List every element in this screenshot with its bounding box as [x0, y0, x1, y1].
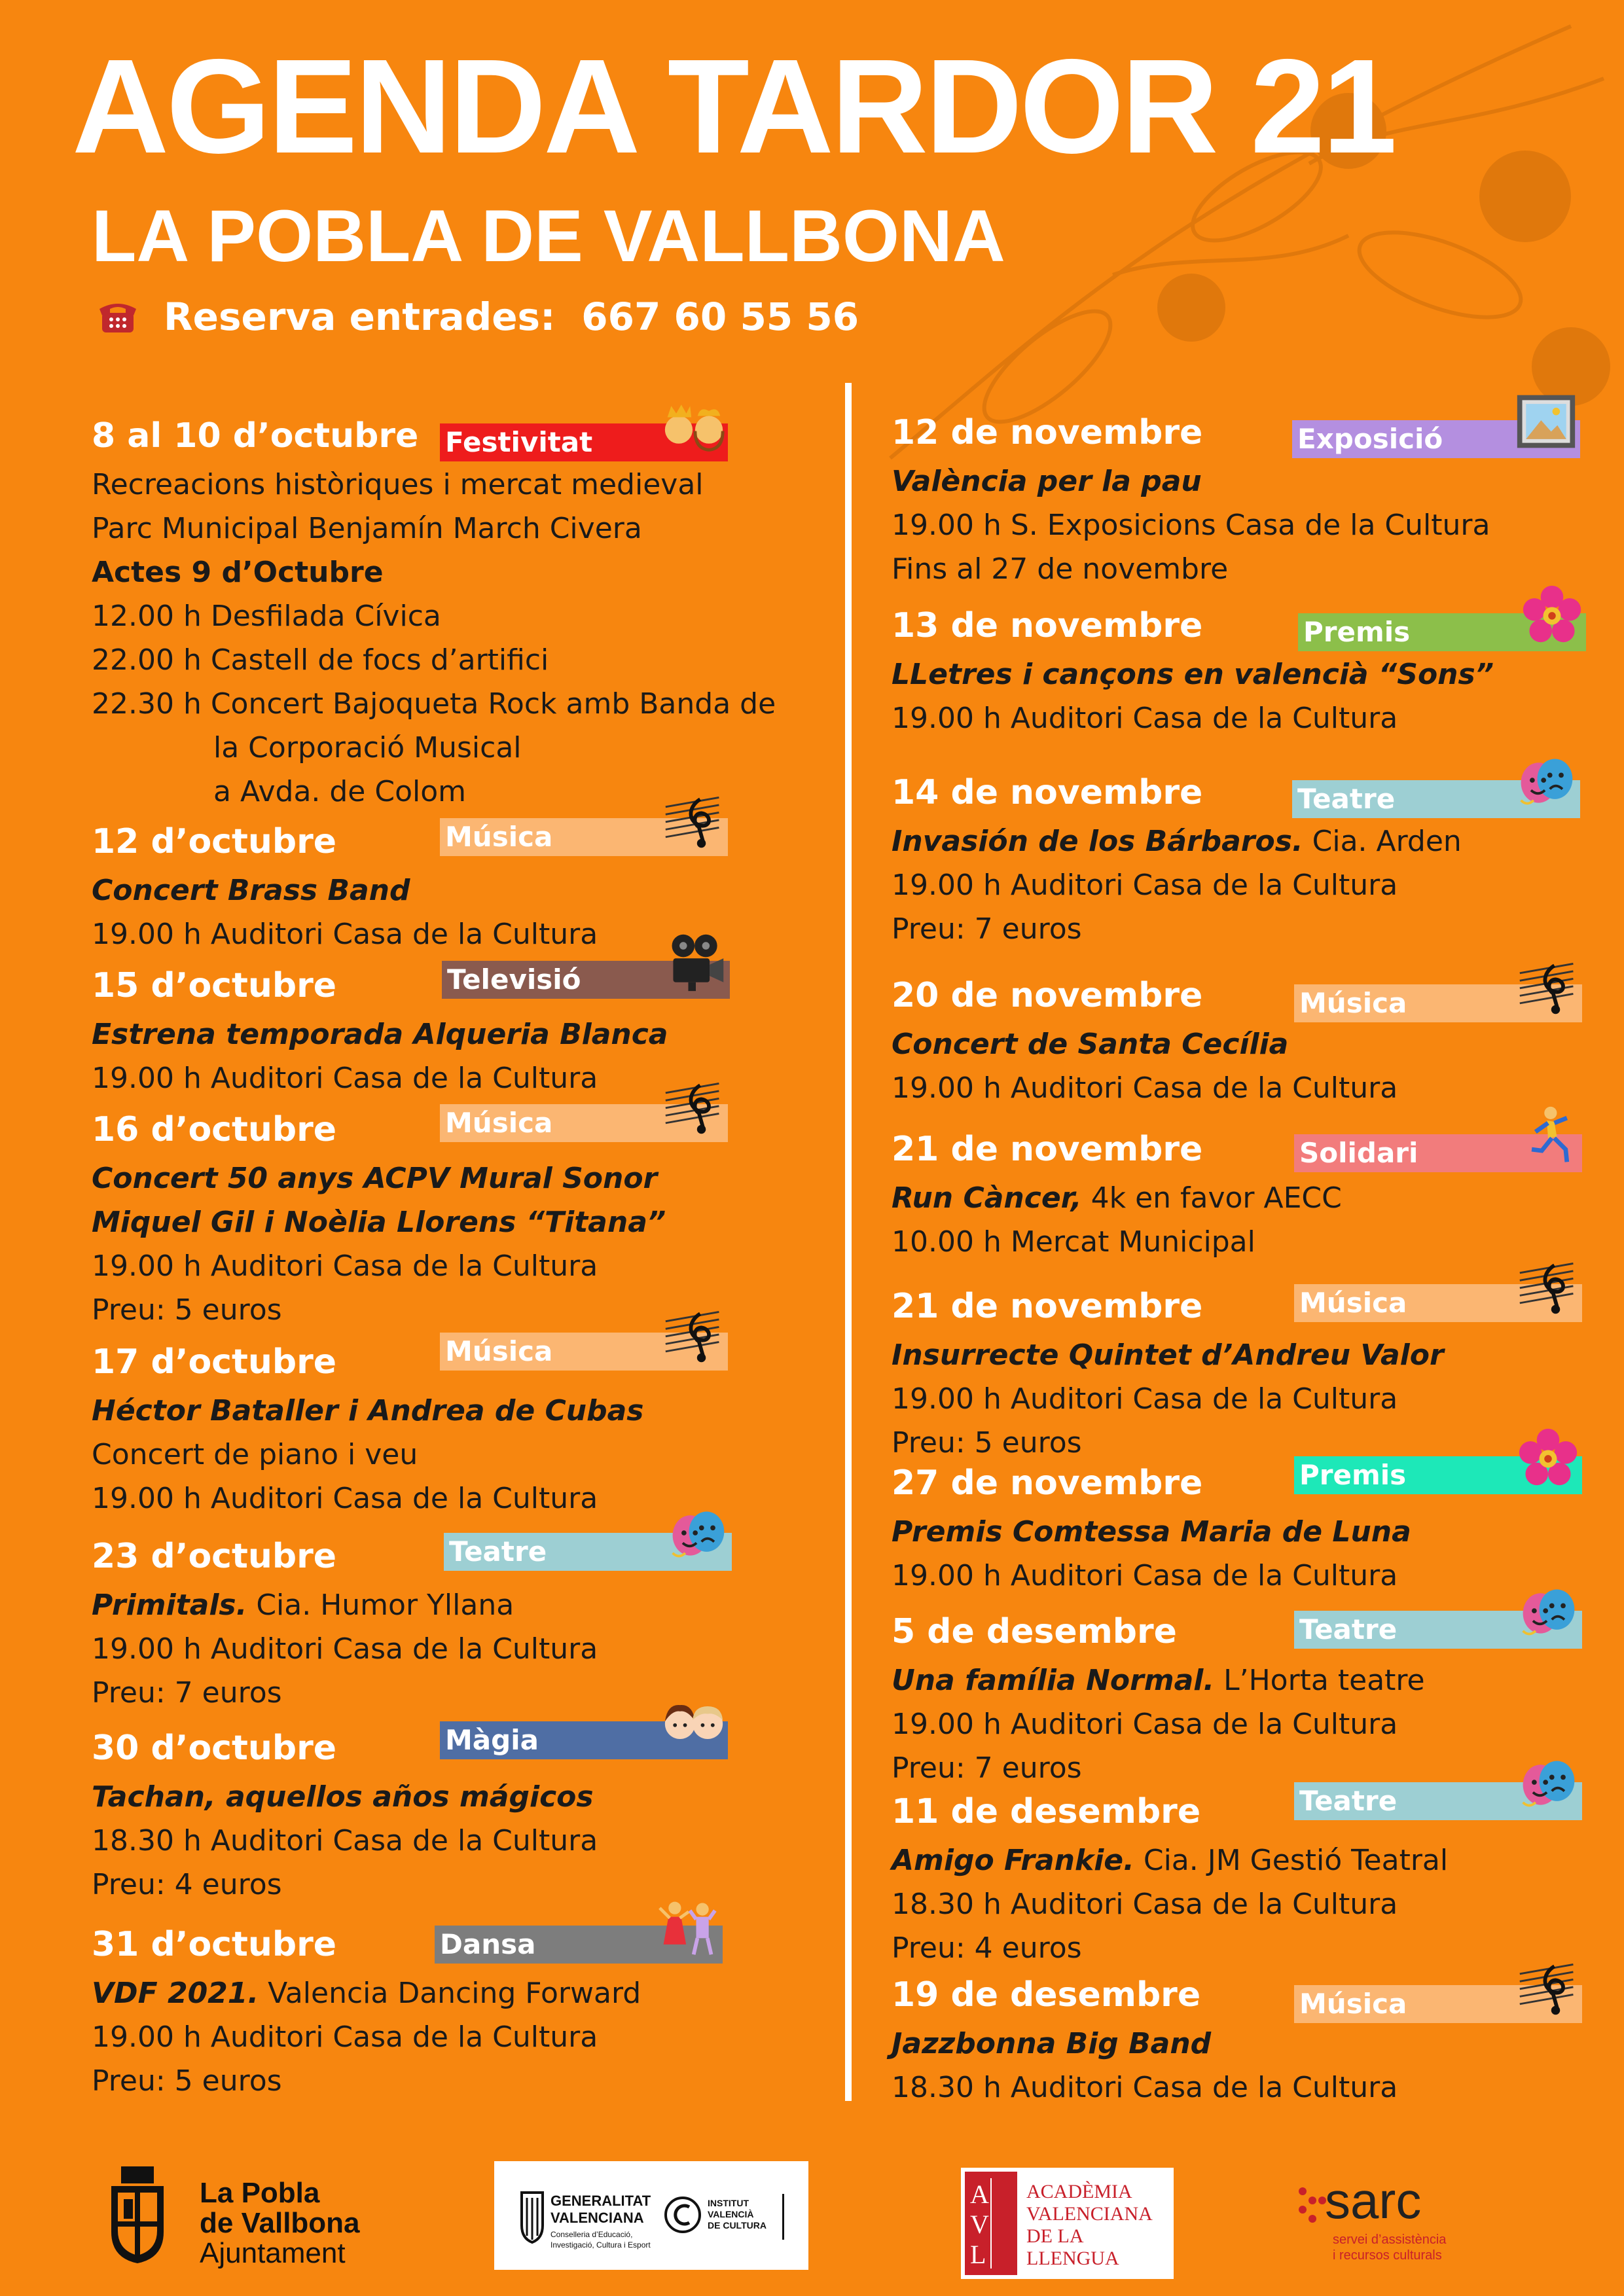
- event-line: 19.00 h Auditori Casa de la Cultura: [892, 1559, 1398, 1592]
- ajuntament-logo: [108, 2166, 383, 2278]
- framed-picture-icon: [1515, 390, 1578, 456]
- event-company: 4k en favor AECC: [1081, 1181, 1342, 1215]
- event-category-badge: Premis: [1294, 1456, 1582, 1494]
- ivc-line-2: VALENCIÀ: [708, 2209, 754, 2219]
- event-line: 22.00 h Castell de focs d’artifici: [92, 643, 549, 677]
- event-company: Cia. JM Gestió Teatral: [1134, 1844, 1449, 1877]
- telephone-icon: [98, 298, 137, 335]
- event-date: 15 d’octubre: [92, 966, 337, 1005]
- event-line: [892, 1839, 1448, 1882]
- ajuntament-name-3: Ajuntament: [200, 2237, 346, 2269]
- event-details: [92, 1389, 643, 1520]
- event-title: Invasión de los Bárbaros.: [892, 825, 1303, 858]
- sarc-logo: [1296, 2173, 1466, 2271]
- event-details: [92, 1583, 598, 1715]
- event-details: [892, 1176, 1342, 1264]
- event-date: 14 de novembre: [892, 773, 1203, 812]
- ivc-emblem-icon: [663, 2195, 702, 2234]
- event-category-badge: Teatre: [1292, 780, 1580, 818]
- event-item: [92, 1109, 831, 1332]
- dancers-icon: [657, 1895, 720, 1961]
- theater-masks-icon: [1515, 750, 1578, 816]
- event-line: 19.00 h Auditori Casa de la Cultura: [892, 869, 1398, 902]
- sarc-line-2: i recursos culturals: [1333, 2248, 1442, 2263]
- reserve-label: Reserva entrades:: [164, 295, 556, 339]
- event-category-badge: Música: [1294, 984, 1582, 1022]
- event-category-badge: Música: [440, 1333, 728, 1371]
- avl-line-3: DE LA: [1026, 2225, 1084, 2247]
- event-title: Una família Normal.: [892, 1664, 1215, 1697]
- event-category-badge: Teatre: [444, 1533, 732, 1571]
- event-category-badge: Solidari: [1294, 1134, 1582, 1172]
- event-line: [92, 1583, 598, 1627]
- footer-logos: [0, 2153, 1624, 2296]
- event-details: [92, 1971, 641, 2103]
- event-line: Preu: 7 euros: [92, 1676, 282, 1710]
- event-date: 19 de desembre: [892, 1975, 1201, 2015]
- event-item: [892, 772, 1624, 951]
- event-item: [892, 975, 1624, 1110]
- event-line: Concert de Santa Cecília: [892, 1028, 1289, 1061]
- event-line: Preu: 7 euros: [892, 912, 1082, 946]
- flower-icon: [1517, 1426, 1579, 1492]
- event-details: [92, 869, 598, 956]
- event-details: [892, 1659, 1425, 1790]
- event-line: 18.30 h Auditori Casa de la Cultura: [892, 1888, 1398, 1921]
- event-line: 19.00 h Auditori Casa de la Cultura: [892, 1708, 1398, 1741]
- ivc-line-3: DE CULTURA: [708, 2220, 767, 2231]
- event-line: 19.00 h S. Exposicions Casa de la Cultura: [892, 509, 1490, 542]
- event-category-badge: Teatre: [1294, 1611, 1582, 1649]
- gva-dept-1: Conselleria d’Educació,: [550, 2230, 633, 2239]
- event-line: 18.30 h Auditori Casa de la Cultura: [92, 1824, 598, 1857]
- event-date: 31 d’octubre: [92, 1925, 337, 1964]
- event-details: [892, 1333, 1444, 1465]
- event-category-badge: Música: [440, 818, 728, 856]
- event-line: Concert 50 anys ACPV Mural Sonor: [92, 1162, 658, 1195]
- event-details: [892, 1839, 1448, 1970]
- event-title: VDF 2021.: [92, 1977, 259, 2010]
- event-date: 5 de desembre: [892, 1612, 1177, 1651]
- event-company: Cia. Humor Yllana: [247, 1588, 514, 1622]
- event-date: 8 al 10 d’octubre: [92, 416, 419, 456]
- event-details: [92, 1013, 668, 1100]
- event-item: [892, 1286, 1624, 1465]
- event-date: 16 d’octubre: [92, 1110, 337, 1149]
- event-line: 10.00 h Mercat Municipal: [892, 1225, 1255, 1259]
- event-date: 12 d’octubre: [92, 822, 337, 861]
- gva-emblem-icon: [519, 2186, 545, 2245]
- flower-icon: [1521, 583, 1583, 649]
- event-line: [92, 1971, 641, 2015]
- event-line: la Corporació Musical: [213, 731, 522, 764]
- theater-masks-icon: [666, 1503, 729, 1568]
- event-date: 23 d’octubre: [92, 1537, 337, 1576]
- event-item: [892, 1611, 1624, 1790]
- event-category-badge: Teatre: [1294, 1782, 1582, 1820]
- gva-title: GENERALITAT: [550, 2193, 651, 2209]
- event-line: Preu: 7 euros: [892, 1751, 1082, 1785]
- event-company: L’Horta teatre: [1214, 1664, 1425, 1697]
- gva-subtitle: VALENCIANA: [550, 2210, 644, 2226]
- theater-masks-icon: [1517, 1752, 1579, 1818]
- event-details: [892, 653, 1494, 740]
- event-item: [92, 1536, 831, 1715]
- event-line: 19.00 h Auditori Casa de la Cultura: [92, 1632, 598, 1666]
- event-line: Recreacions històriques i mercat medieval: [92, 468, 704, 501]
- event-line: Preu: 5 euros: [92, 1293, 282, 1327]
- event-line: Premis Comtessa Maria de Luna: [892, 1515, 1411, 1549]
- event-details: [92, 1775, 598, 1907]
- gva-dept-2: Investigació, Cultura i Esport: [550, 2240, 651, 2250]
- event-date: 20 de novembre: [892, 976, 1203, 1015]
- event-details: [92, 463, 776, 814]
- event-company: Cia. Arden: [1303, 825, 1462, 858]
- event-date: 21 de novembre: [892, 1130, 1203, 1169]
- music-staff-icon: [1517, 1254, 1579, 1319]
- column-divider: [845, 383, 852, 2101]
- event-title: Primitals.: [92, 1588, 247, 1622]
- event-line: [892, 1176, 1342, 1220]
- event-item: [92, 1924, 831, 2103]
- event-line: [892, 819, 1462, 863]
- sarc-name: sarc: [1325, 2172, 1422, 2229]
- avl-line-2: VALENCIANA: [1026, 2203, 1153, 2225]
- event-line: LLetres i cançons en valencià “Sons”: [892, 658, 1494, 691]
- event-company: Valencia Dancing Forward: [259, 1977, 641, 2010]
- event-line: Héctor Bataller i Andrea de Cubas: [92, 1394, 644, 1427]
- event-line: Estrena temporada Alqueria Blanca: [92, 1018, 668, 1051]
- event-line: 19.00 h Auditori Casa de la Cultura: [92, 1249, 598, 1283]
- event-details: [892, 2022, 1398, 2109]
- music-staff-icon: [1517, 1955, 1579, 2020]
- event-line: 19.00 h Auditori Casa de la Cultura: [92, 1062, 598, 1095]
- event-line: 19.00 h Auditori Casa de la Cultura: [92, 2020, 598, 2054]
- event-date: 30 d’octubre: [92, 1729, 337, 1768]
- event-details: [892, 1510, 1411, 1598]
- event-line: Preu: 4 euros: [92, 1868, 282, 1901]
- event-line: Concert Brass Band: [92, 874, 410, 907]
- event-line: 19.00 h Auditori Casa de la Cultura: [892, 1071, 1398, 1105]
- avl-red-block: [965, 2172, 1017, 2275]
- event-line: Fins al 27 de novembre: [892, 552, 1229, 586]
- event-category-badge: Música: [440, 1104, 728, 1142]
- event-details: [92, 1157, 666, 1332]
- theater-masks-icon: [1517, 1581, 1579, 1646]
- event-line: 19.00 h Auditori Casa de la Cultura: [892, 1382, 1398, 1416]
- avl-line-1: ACADÈMIA: [1026, 2181, 1132, 2202]
- event-line: Concert de piano i veu: [92, 1438, 418, 1471]
- event-item: [892, 1129, 1624, 1264]
- event-item: [892, 605, 1624, 740]
- event-line: Parc Municipal Benjamín March Civera: [92, 512, 642, 545]
- ajuntament-name-2: de Vallbona: [200, 2207, 360, 2239]
- event-line: 22.30 h Concert Bajoqueta Rock amb Banda de: [92, 687, 776, 721]
- event-line: Preu: 5 euros: [892, 1426, 1082, 1460]
- generalitat-logo: [494, 2161, 808, 2270]
- event-line: Actes 9 d’Octubre: [92, 556, 384, 589]
- event-category-badge: Màgia: [440, 1721, 728, 1759]
- page-title: AGENDA TARDOR 21: [72, 31, 1395, 181]
- event-details: [892, 459, 1490, 591]
- avl-line-4: LLENGUA: [1026, 2248, 1119, 2269]
- event-item: [92, 416, 831, 814]
- coat-of-arms-icon: [108, 2166, 167, 2265]
- runner-icon: [1517, 1104, 1579, 1170]
- event-category-badge: Premis: [1298, 613, 1586, 651]
- kids-faces-icon: [662, 1691, 725, 1757]
- event-category-badge: Festivitat: [440, 423, 728, 461]
- reservation-row: [98, 295, 859, 339]
- page-subtitle: LA POBLA DE VALLBONA: [92, 195, 1005, 277]
- event-line: Insurrecte Quintet d’Andreu Valor: [892, 1338, 1444, 1372]
- event-title: Run Càncer,: [892, 1181, 1082, 1215]
- sarc-plus-icon: [1296, 2185, 1329, 2224]
- event-date: 17 d’octubre: [92, 1342, 337, 1382]
- event-line: 12.00 h Desfilada Cívica: [92, 600, 441, 633]
- event-details: [892, 819, 1462, 951]
- event-category-badge: Dansa: [435, 1926, 723, 1964]
- event-item: [892, 1975, 1624, 2109]
- gva-separator: [782, 2194, 784, 2240]
- event-line: Preu: 5 euros: [92, 2064, 282, 2098]
- phone-number[interactable]: 667 60 55 56: [581, 295, 859, 339]
- king-queen-icon: [662, 393, 725, 459]
- event-line: 18.30 h Auditori Casa de la Cultura: [892, 2071, 1398, 2104]
- event-line: Jazzbonna Big Band: [892, 2027, 1212, 2060]
- event-item: [892, 412, 1624, 591]
- event-line: [892, 1659, 1425, 1702]
- avl-letters: AVL: [970, 2179, 1005, 2269]
- event-line: Preu: 4 euros: [892, 1931, 1082, 1965]
- event-line: València per la pau: [892, 465, 1202, 498]
- event-title: Amigo Frankie.: [892, 1844, 1134, 1877]
- event-item: [92, 1724, 831, 1907]
- music-staff-icon: [662, 1302, 725, 1368]
- event-category-badge: Televisió: [442, 961, 730, 999]
- event-date: 11 de desembre: [892, 1792, 1201, 1831]
- event-category-badge: Música: [1294, 1985, 1582, 2023]
- ivc-line-1: INSTITUT: [708, 2198, 749, 2208]
- music-staff-icon: [662, 788, 725, 853]
- event-item: [92, 1335, 831, 1520]
- music-staff-icon: [1517, 954, 1579, 1020]
- event-category-badge: Exposició: [1292, 420, 1580, 458]
- event-date: 27 de novembre: [892, 1463, 1203, 1503]
- event-line: 19.00 h Auditori Casa de la Cultura: [92, 918, 598, 951]
- event-item: [892, 1785, 1624, 1970]
- sarc-line-1: servei d’assistència: [1333, 2233, 1447, 2247]
- event-date: 21 de novembre: [892, 1287, 1203, 1326]
- event-line: 19.00 h Auditori Casa de la Cultura: [92, 1482, 598, 1515]
- movie-camera-icon: [664, 931, 727, 996]
- music-staff-icon: [662, 1074, 725, 1139]
- event-date: 12 de novembre: [892, 413, 1203, 452]
- avl-logo: [961, 2168, 1174, 2279]
- event-line: a Avda. de Colom: [213, 775, 467, 808]
- event-line: Tachan, aquellos años mágicos: [92, 1780, 594, 1814]
- event-line: Miquel Gil i Noèlia Llorens “Titana”: [92, 1206, 666, 1239]
- event-details: [892, 1022, 1398, 1110]
- event-item: [892, 1459, 1624, 1598]
- event-line: 19.00 h Auditori Casa de la Cultura: [892, 702, 1398, 735]
- event-date: 13 de novembre: [892, 606, 1203, 645]
- ajuntament-name-1: La Pobla: [200, 2177, 320, 2209]
- event-category-badge: Música: [1294, 1284, 1582, 1322]
